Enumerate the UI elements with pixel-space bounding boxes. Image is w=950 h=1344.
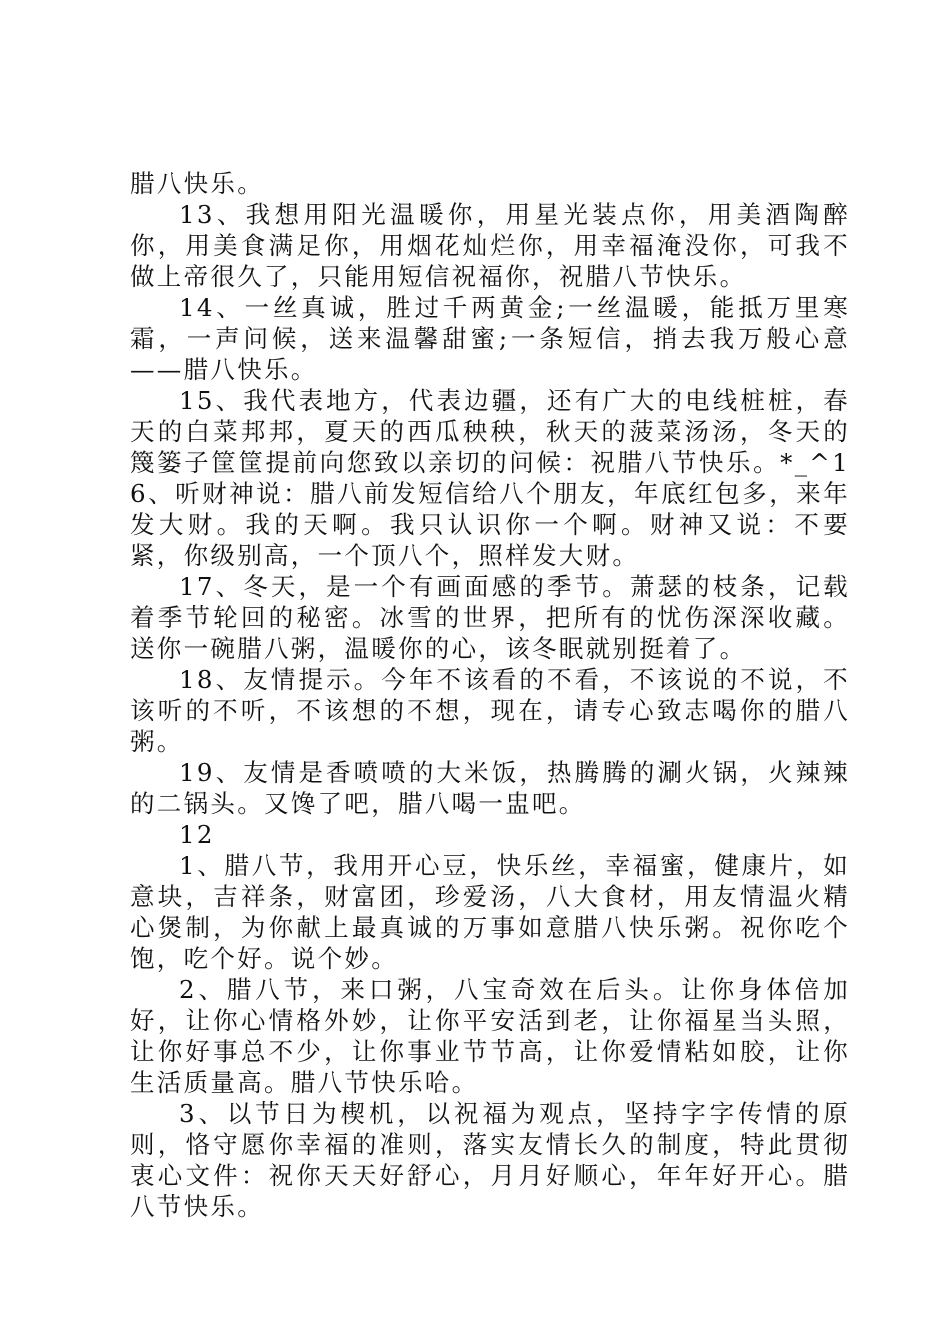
- paragraph-3: 3、以节日为楔机，以祝福为观点，坚持字字传情的原则，恪守愿你幸福的准则，落实友情长久的制度，特此贯彻衷心文件：祝你天天好舒心，月月好顺心，年年好开心。腊八节快乐。: [130, 1099, 850, 1221]
- document-body: [130, 168, 850, 1222]
- paragraph-17: 17、冬天，是一个有画面感的季节。萧瑟的枝条，记载着季节轮回的秘密。冰雪的世界，把所有的忧伤深深收藏。送你一碗腊八粥，温暖你的心，该冬眠就别挺着了。: [130, 572, 850, 663]
- paragraph-2: 2、腊八节，来口粥，八宝奇效在后头。让你身体倍加好，让你心情格外妙，让你平安活到老，让你福星当头照，让你好事总不少，让你事业节节高，让你爱情粘如胶，让你生活质量高。腊八节快乐哈。: [130, 975, 850, 1097]
- paragraph-1: 1、腊八节，我用开心豆，快乐丝，幸福蜜，健康片，如意块，吉祥条，财富团，珍爱汤，八大食材，用友情温火精心煲制，为你献上最真诚的万事如意腊八快乐粥。祝你吃个饱，吃个好。说个妙。: [130, 851, 850, 973]
- paragraph-14: 14、一丝真诚，胜过千两黄金;一丝温暖，能抵万里寒霜，一声问候，送来温馨甜蜜;一条短信，捎去我万般心意——腊八快乐。: [130, 293, 850, 384]
- paragraph-18: 18、友情提示。今年不该看的不看，不该说的不说，不该听的不听，不该想的不想，现在，请专心致志喝你的腊八粥。: [130, 665, 850, 756]
- paragraph-19: 19、友情是香喷喷的大米饭，热腾腾的涮火锅，火辣辣的二锅头。又馋了吧，腊八喝一盅吧。: [130, 758, 850, 818]
- paragraph-13: 13、我想用阳光温暖你，用星光装点你，用美酒陶醉你，用美食满足你，用烟花灿烂你，用幸福淹没你，可我不做上帝很久了，只能用短信祝福你，祝腊八节快乐。: [130, 200, 850, 291]
- section-number: 12: [179, 820, 215, 849]
- paragraph-15-16: 15、我代表地方，代表边疆，还有广大的电线桩桩，春天的白菜邦邦，夏天的西瓜秧秧，秋天的菠菜汤汤，冬天的篾篓子筐筐提前向您致以亲切的问候：祝腊八节快乐。*_^16、听财神说：腊八前发短信给八个朋友，年底红包多，来年发大财。我的天啊。我只认识你一个啊。财神又说：不要紧，你级别高，一个顶八个，照样发大财。: [130, 386, 850, 570]
- paragraph-continuation: 腊八快乐。: [130, 169, 264, 198]
